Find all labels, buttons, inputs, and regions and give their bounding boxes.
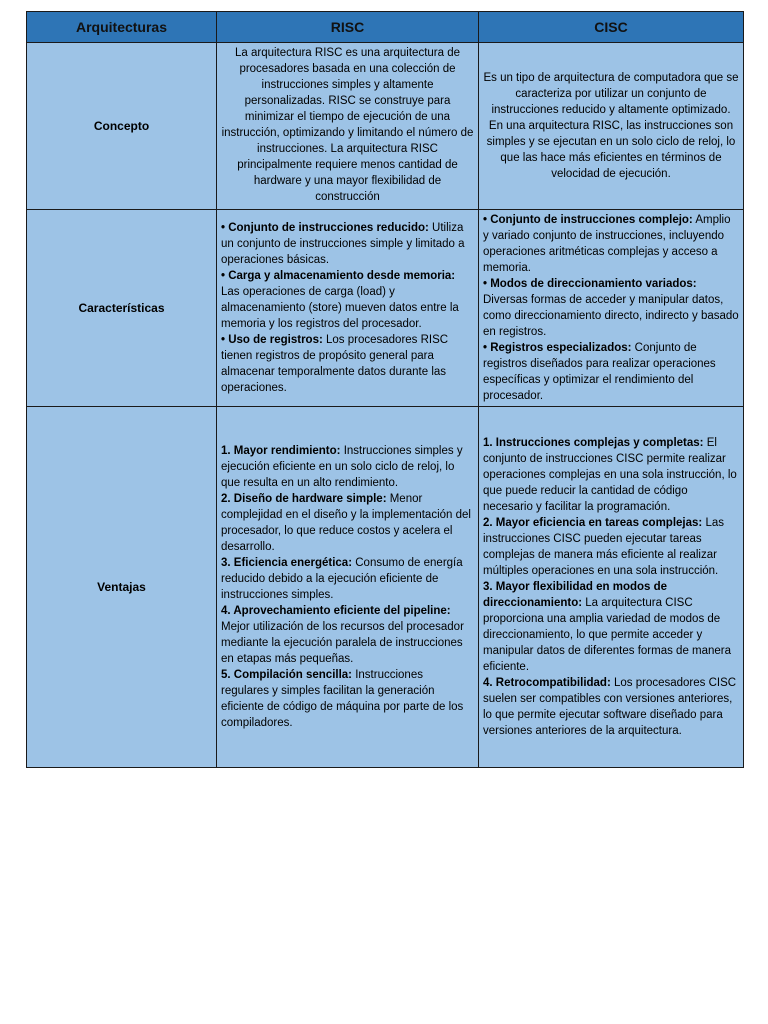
list-item: 2. Diseño de hardware simple: Menor complejidad en el diseño y la implementación del procesador, lo que reduce costos y acelera el desarrollo. — [221, 493, 471, 553]
cell-caracteristicas-risc — [217, 210, 479, 407]
row-ventajas — [27, 407, 744, 768]
list-item: 3. Mayor flexibilidad en modos de direccionamiento: La arquitectura CISC proporciona una amplia variedad de modos de direccionamiento, lo que permite acceder y manipular datos de diferentes formas de manera eficiente. — [483, 581, 732, 673]
list-item: • Conjunto de instrucciones reducido: Utiliza un conjunto de instrucciones simple y limitado a operaciones básicas. — [221, 222, 465, 266]
cell-concepto-cisc: Es un tipo de arquitectura de computadora que se caracteriza por utilizar un conjunto de instrucciones reducido y altamente optimizado. En una arquitectura RISC, las instrucciones son simples y se ejecutan en un solo ciclo de reloj, lo que las hace más eficientes en términos de velocidad de ejecución. — [479, 43, 744, 210]
cell-ventajas-risc — [217, 407, 479, 768]
list-item: 1. Mayor rendimiento: Instrucciones simples y ejecución eficiente en un solo ciclo de reloj, lo que resulta en un alto rendimiento. — [221, 445, 463, 489]
row-label-concepto: Concepto — [27, 43, 217, 210]
list-item: 4. Retrocompatibilidad: Los procesadores CISC suelen ser compatibles con versiones anteriores, lo que permite ejecutar software diseñado para versiones anteriores de la arquitectura. — [483, 677, 737, 737]
list-item: 2. Mayor eficiencia en tareas complejas: Las instrucciones CISC pueden ejecutar tareas complejas de manera más eficiente al realizar múltiples operaciones en una sola instrucción. — [483, 517, 724, 577]
list-item: • Modos de direccionamiento variados: Diversas formas de acceder y manipular datos, como direccionamiento directo, indirecto y basado en registros. — [483, 278, 739, 338]
header-cisc: CISC — [479, 12, 744, 43]
cell-concepto-risc: La arquitectura RISC es una arquitectura de procesadores basada en una colección de instrucciones simples y altamente personalizadas. RISC se construye para minimizar el tiempo de ejecución de una instrucción, optimizando y limitando el número de instrucciones. La arquitectura RISC principalmente requiere menos cantidad de hardware y una mayor flexibilidad de construcción — [217, 43, 479, 210]
list-item: • Conjunto de instrucciones complejo: Amplio y variado conjunto de instrucciones, incluyendo operaciones aritméticas complejas y acceso a memoria. — [483, 214, 731, 274]
list-item: 4. Aprovechamiento eficiente del pipeline: Mejor utilización de los recursos del procesador mediante la ejecución paralela de instrucciones en etapas más pequeñas. — [221, 605, 464, 665]
cell-ventajas-cisc — [479, 407, 744, 768]
row-label-ventajas: Ventajas — [27, 407, 217, 768]
row-caracteristicas — [27, 210, 744, 407]
row-concepto — [27, 43, 744, 210]
header-row — [27, 12, 744, 43]
header-arquitecturas: Arquitecturas — [27, 12, 217, 43]
list-item: • Registros especializados: Conjunto de registros diseñados para realizar operaciones específicas y optimizar el rendimiento del procesador. — [483, 342, 716, 402]
list-item: 5. Compilación sencilla: Instrucciones regulares y simples facilitan la generación eficiente de código de máquina por parte de los compiladores. — [221, 669, 464, 729]
comparison-table — [26, 11, 744, 768]
header-risc: RISC — [217, 12, 479, 43]
row-label-caracteristicas: Características — [27, 210, 217, 407]
list-item: • Carga y almacenamiento desde memoria: Las operaciones de carga (load) y almacenamiento (store) mueven datos entre la memoria y los registros del procesador. — [221, 270, 459, 330]
cell-caracteristicas-cisc — [479, 210, 744, 407]
list-item: 1. Instrucciones complejas y completas: El conjunto de instrucciones CISC permite realizar operaciones complejas en una sola instrucción, lo que puede reducir la cantidad de código necesario y facilitar la programación. — [483, 437, 737, 513]
list-item: 3. Eficiencia energética: Consumo de energía reducido debido a la ejecución eficiente de instrucciones simples. — [221, 557, 463, 601]
list-item: • Uso de registros: Los procesadores RISC tienen registros de propósito general para almacenar temporalmente datos durante las operaciones. — [221, 334, 449, 394]
